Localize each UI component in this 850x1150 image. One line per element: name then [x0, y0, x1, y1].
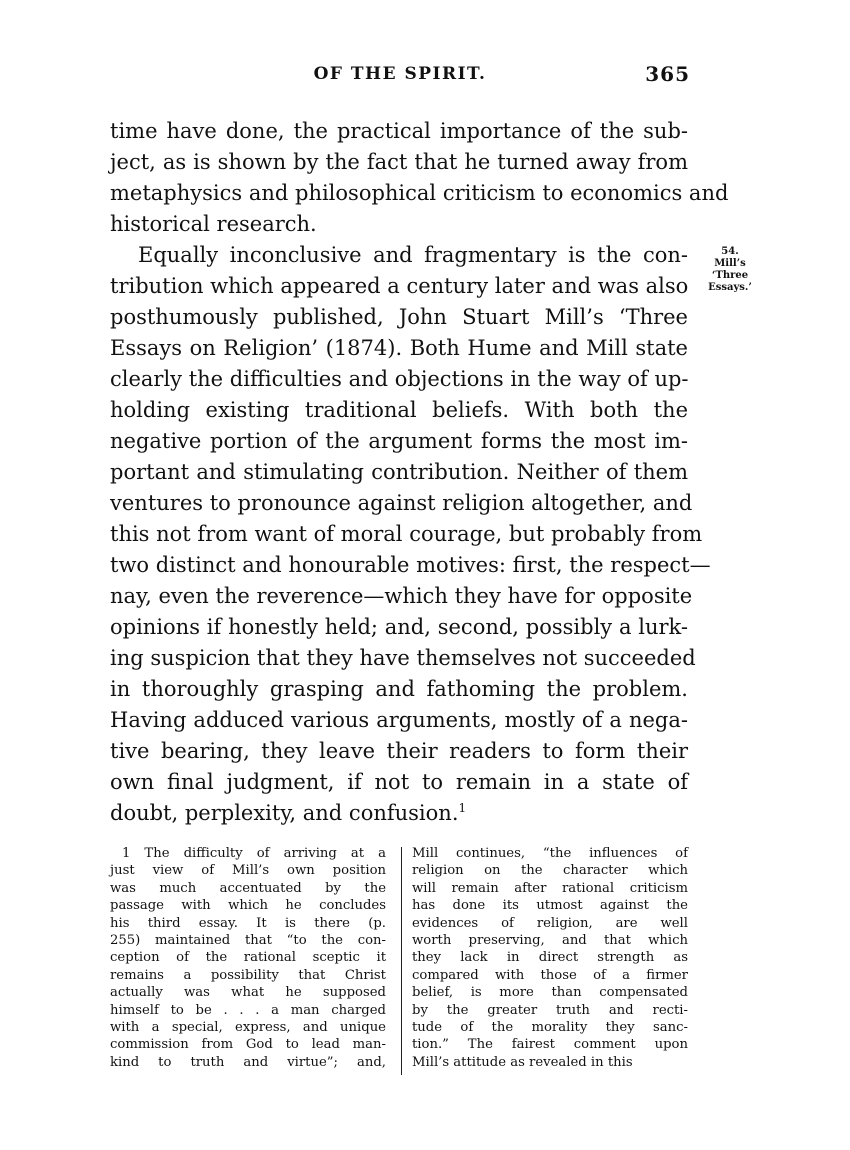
body-line: Equally inconclusive and fragmentary is the con-: [138, 243, 688, 267]
footnote-line: kind to truth and virtue”; and,: [110, 1054, 386, 1070]
footnote-line: ception of the rational sceptic it: [110, 950, 386, 966]
footnotes: [110, 845, 690, 1075]
footnote-line: commission from God to lead man-: [110, 1037, 386, 1053]
body-line: opinions if honestly held; and, second, possibly a lurk-: [110, 615, 688, 639]
body-line: tribution which appeared a century later and was also: [110, 274, 689, 298]
footnote-line: tude of the morality they sanc-: [412, 1019, 688, 1035]
body-line-text: doubt, perplexity, and confusion.: [110, 801, 459, 825]
body-line-final: [110, 798, 688, 829]
footnote-line: religion on the character which: [412, 863, 688, 879]
footnote-line: tion.” The fairest comment upon: [412, 1037, 688, 1053]
body-line: negative portion of the argument forms the most im-: [110, 429, 688, 453]
marginal-note: [695, 246, 765, 294]
running-title: OF THE SPIRIT.: [313, 64, 487, 84]
marginal-note-line: Mill’s: [714, 258, 746, 269]
footnote-line: will remain after rational criticism: [412, 880, 688, 896]
marginal-note-number: 54.: [721, 246, 739, 257]
body-line: portant and stimulating contribution. Neither of them: [110, 460, 688, 484]
body-line: historical research.: [110, 212, 317, 236]
marginal-note-line: Essays.’: [708, 282, 752, 293]
body-line: Having adduced various arguments, mostly of a nega-: [110, 708, 688, 732]
body-line: this not from want of moral courage, but probably from: [110, 522, 703, 546]
body-line: holding existing traditional beliefs. With both the: [110, 398, 688, 422]
body-line: in thoroughly grasping and fathoming the problem.: [110, 677, 688, 701]
footnote-column-left: [110, 845, 386, 1071]
footnote-line: by the greater truth and recti-: [412, 1002, 688, 1018]
footnote-line: has done its utmost against the: [412, 898, 688, 914]
footnote-line: Mill’s attitude as revealed in this: [412, 1054, 633, 1070]
footnote-line: his third essay. It is there (p.: [110, 915, 386, 931]
footnote-line: worth preserving, and that which: [412, 932, 688, 948]
footnote-line: himself to be . . . a man charged: [110, 1002, 386, 1018]
marginal-note-line: ‘Three: [711, 270, 749, 281]
body-line: ing suspicion that they have themselves not succeeded: [110, 646, 696, 670]
footnote-column-divider: [401, 847, 402, 1075]
footnote-line: passage with which he concludes: [110, 898, 386, 914]
body-line: ventures to pronounce against religion altogether, and: [110, 491, 693, 515]
footnote-reference[interactable]: 1: [458, 801, 467, 815]
footnote-line: Mill continues, “the influences of: [412, 846, 688, 861]
footnote-line: 1 The difficulty of arriving at a: [122, 846, 386, 861]
footnote-line: actually was what he supposed: [110, 985, 386, 1001]
footnote-line: just view of Mill’s own position: [110, 863, 386, 879]
footnote-column-right: [412, 845, 688, 1071]
body-line: own final judgment, if not to remain in a state of: [110, 770, 688, 794]
body-text: [110, 116, 729, 829]
body-line: ject, as is shown by the fact that he turned away from: [110, 150, 688, 174]
footnote-line: remains a possibility that Christ: [110, 967, 386, 983]
body-line: time have done, the practical importance of the sub-: [110, 119, 688, 143]
footnote-line: 255) maintained that “to the con-: [110, 932, 386, 948]
body-line: two distinct and honourable motives: first, the respect—: [110, 553, 711, 577]
running-head: [110, 64, 690, 90]
footnote-line: belief, is more than compensated: [412, 985, 688, 1001]
body-line: clearly the difficulties and objections in the way of up-: [110, 367, 689, 391]
page-number: 365: [645, 62, 690, 86]
footnote-line: evidences of religion, are well: [412, 915, 688, 931]
body-line: posthumously published, John Stuart Mill’s ‘Three: [110, 305, 688, 329]
footnote-line: was much accentuated by the: [110, 880, 386, 896]
footnote-line: they lack in direct strength as: [412, 950, 688, 966]
body-line: Essays on Religion’ (1874). Both Hume and Mill state: [110, 336, 688, 360]
body-line: metaphysics and philosophical criticism to economics and: [110, 181, 729, 205]
footnote-line: compared with those of a firmer: [412, 967, 688, 983]
body-line: nay, even the reverence—which they have for opposite: [110, 584, 693, 608]
body-line: tive bearing, they leave their readers to form their: [110, 739, 688, 763]
footnote-line: with a special, express, and unique: [110, 1019, 386, 1035]
